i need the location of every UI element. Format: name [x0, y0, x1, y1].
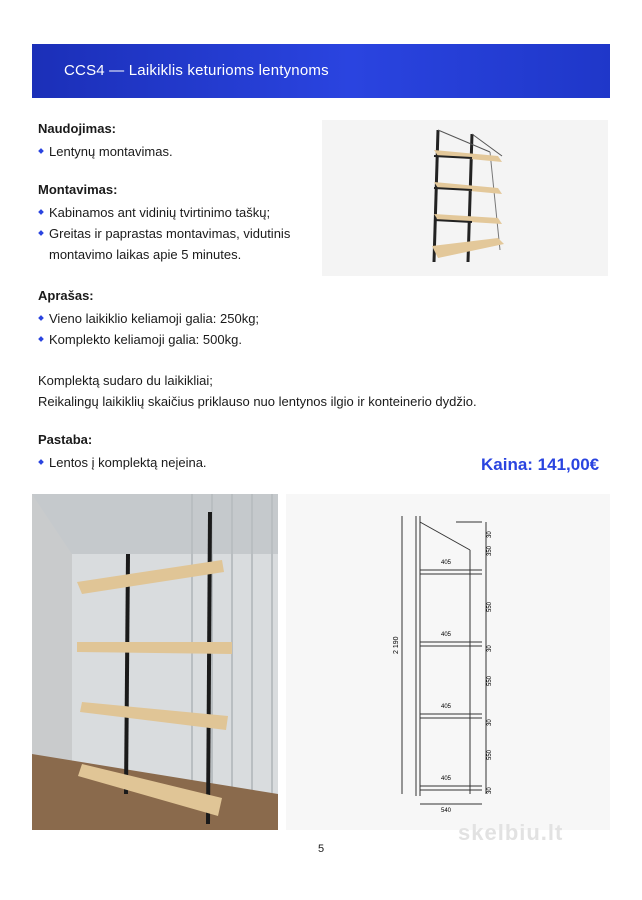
description-heading: Aprašas:: [38, 288, 94, 303]
watermark-logo: skelbiu.lt: [458, 820, 564, 845]
dim-30: 30: [487, 645, 493, 652]
kit-line: Komplektą sudaro du laikikliai;: [38, 373, 213, 388]
dim-depth: 540: [441, 808, 452, 814]
dim-shelf-1: 405: [441, 560, 452, 566]
product-image: [322, 120, 608, 276]
dimension-drawing: [286, 494, 610, 830]
page-title: CCS4 — Laikiklis keturioms lentynoms: [64, 62, 329, 79]
usage-item: Lentynų montavimas.: [38, 141, 328, 162]
shelf-rack-illustration: [322, 120, 608, 276]
note-heading: Pastaba:: [38, 432, 93, 447]
kit-paragraph: [38, 370, 598, 412]
mounting-heading: Montavimas:: [38, 182, 118, 197]
dim-height: 2 190: [393, 636, 400, 654]
note-section: [38, 432, 328, 473]
technical-drawing: [286, 494, 610, 830]
mounting-item-continuation: montavimo laikas apie 5 minutes.: [49, 247, 242, 262]
mounting-item: Kabinamos ant vidinių tvirtinimo taškų;: [38, 202, 328, 223]
page-number: 5: [317, 843, 325, 855]
dim-350: 350: [487, 545, 493, 556]
usage-heading: Naudojimas:: [38, 121, 117, 136]
description-item: Vieno laikiklio keliamoji galia: 250kg;: [38, 308, 328, 329]
usage-section: [38, 121, 328, 162]
description-section: [38, 288, 328, 350]
dim-30: 30: [487, 787, 493, 794]
page-header: [32, 44, 610, 98]
dim-30: 30: [487, 531, 493, 538]
dim-shelf-3: 405: [441, 704, 452, 710]
note-item: Lentos į komplektą neįeina.: [38, 452, 328, 473]
kit-line: Reikalingų laikiklių skaičius priklauso nuo lentynos ilgio ir konteinerio dydžio.: [38, 394, 477, 409]
dim-30: 30: [487, 719, 493, 726]
dim-shelf-2: 405: [441, 632, 452, 638]
dim-550-a: 550: [487, 601, 493, 612]
dim-shelf-4: 405: [441, 776, 452, 782]
container-photo: [32, 494, 278, 830]
container-shelf-illustration: [32, 494, 278, 830]
dim-550-b: 550: [487, 675, 493, 686]
dim-550-c: 550: [487, 749, 493, 760]
mounting-section: [38, 182, 328, 265]
description-item: Komplekto keliamoji galia: 500kg.: [38, 329, 328, 350]
mounting-item: Greitas ir paprastas montavimas, vidutinis: [38, 223, 328, 244]
price-label: Kaina: 141,00€: [481, 455, 600, 474]
